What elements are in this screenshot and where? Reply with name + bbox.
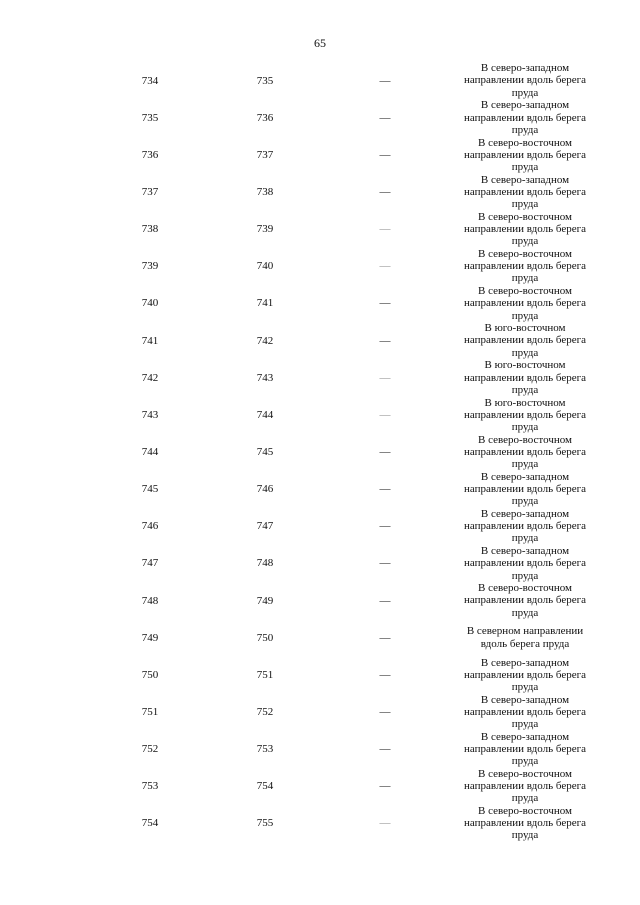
table-row <box>0 359 640 396</box>
measurement-cell <box>345 433 425 470</box>
measurement-cell-text: — <box>379 594 391 607</box>
from-point-cell: 738 <box>141 223 159 236</box>
to-point-cell: 745 <box>256 445 274 458</box>
direction-description-cell: В северо-западном направлении вдоль берега пруда <box>464 470 586 508</box>
direction-description-cell: В северо-западном направлении вдоль берега пруда <box>464 545 586 582</box>
direction-description-cell: В северо-западном направлении вдоль берега пруда <box>464 656 586 693</box>
measurement-cell-text: — <box>379 743 391 756</box>
measurement-cell-text: — <box>379 148 391 161</box>
measurement-cell <box>345 248 425 285</box>
to-point-cell: 740 <box>256 260 274 273</box>
direction-description-cell: В юго-восточном направлении вдоль берега пруда <box>464 359 586 396</box>
from-point-cell: 746 <box>141 520 159 533</box>
direction-description-cell: В северо-восточном направлении вдоль берега пруда <box>464 136 586 173</box>
table-row <box>0 768 640 805</box>
measurement-cell <box>345 62 425 99</box>
measurement-cell <box>345 359 425 396</box>
table-row <box>0 582 640 619</box>
measurement-cell-text: — <box>379 631 391 644</box>
to-point-cell: 755 <box>256 817 274 830</box>
from-point-cell: 742 <box>141 371 159 384</box>
measurement-cell-text: — <box>379 297 391 310</box>
measurement-cell-text: — <box>379 817 391 830</box>
from-point-cell: 735 <box>141 111 159 124</box>
table-row <box>0 322 640 359</box>
measurement-cell <box>345 656 425 693</box>
to-point-cell: 749 <box>256 594 274 607</box>
direction-description-cell: В северо-западном направлении вдоль берега пруда <box>464 173 586 211</box>
measurement-cell <box>345 619 425 656</box>
direction-description-cell: В северо-восточном направлении вдоль берега пруда <box>464 805 586 842</box>
direction-description-cell: В юго-восточном направлении вдоль берега пруда <box>464 322 586 359</box>
from-point-cell: 754 <box>141 817 159 830</box>
measurement-cell-text: — <box>379 408 391 421</box>
from-point-cell: 745 <box>141 483 159 496</box>
from-point-cell: 737 <box>141 185 159 198</box>
direction-description-cell: В северо-восточном направлении вдоль берега пруда <box>464 767 586 805</box>
from-point-cell: 740 <box>141 297 159 310</box>
from-point-cell: 743 <box>141 408 159 421</box>
from-point-cell: 750 <box>141 668 159 681</box>
table-row <box>0 248 640 285</box>
measurement-cell <box>345 768 425 805</box>
measurement-cell-text: — <box>379 557 391 570</box>
measurement-cell-text: — <box>379 520 391 533</box>
to-point-cell: 738 <box>256 185 274 198</box>
to-point-cell: 751 <box>256 668 274 681</box>
table-row <box>0 396 640 433</box>
direction-description-cell: В северо-восточном направлении вдоль берега пруда <box>464 285 586 322</box>
measurement-cell-text: — <box>379 223 391 236</box>
direction-description-cell: В северном направлении вдоль берега пруда <box>466 625 584 650</box>
measurement-cell <box>345 471 425 508</box>
table-row <box>0 211 640 248</box>
measurement-cell-text: — <box>379 780 391 793</box>
direction-description-cell: В северо-восточном направлении вдоль берега пруда <box>464 433 586 471</box>
to-point-cell: 736 <box>256 111 274 124</box>
measurement-cell <box>345 285 425 322</box>
from-point-cell: 736 <box>141 148 159 161</box>
from-point-cell: 734 <box>141 74 159 87</box>
measurement-cell-text: — <box>379 74 391 87</box>
measurement-cell-text: — <box>379 705 391 718</box>
to-point-cell: 750 <box>256 631 274 644</box>
from-point-cell: 747 <box>141 557 159 570</box>
measurement-cell <box>345 545 425 582</box>
from-point-cell: 753 <box>141 780 159 793</box>
table-row <box>0 136 640 173</box>
measurement-cell <box>345 136 425 173</box>
to-point-cell: 739 <box>256 223 274 236</box>
direction-description-cell: В северо-восточном направлении вдоль берега пруда <box>464 582 586 619</box>
table-row <box>0 656 640 693</box>
direction-description-cell: В северо-западном направлении вдоль берега пруда <box>464 730 586 768</box>
measurement-cell-text: — <box>379 260 391 273</box>
table-row <box>0 471 640 508</box>
measurement-cell-text: — <box>379 371 391 384</box>
to-point-cell: 735 <box>256 74 274 87</box>
direction-description-cell: В северо-восточном направлении вдоль берега пруда <box>464 210 586 248</box>
to-point-cell: 746 <box>256 483 274 496</box>
direction-description-cell: В северо-западном направлении вдоль берега пруда <box>464 507 586 545</box>
to-point-cell: 754 <box>256 780 274 793</box>
page-number: 65 <box>314 36 326 50</box>
direction-description-cell: В северо-западном направлении вдоль берега пруда <box>464 99 586 136</box>
from-point-cell: 751 <box>141 705 159 718</box>
table-row <box>0 545 640 582</box>
boundary-table <box>0 62 640 842</box>
measurement-cell <box>345 322 425 359</box>
direction-description-cell: В северо-восточном направлении вдоль берега пруда <box>464 247 586 285</box>
measurement-cell-text: — <box>379 111 391 124</box>
table-row <box>0 508 640 545</box>
to-point-cell: 753 <box>256 743 274 756</box>
measurement-cell <box>345 582 425 619</box>
from-point-cell: 752 <box>141 743 159 756</box>
measurement-cell <box>345 211 425 248</box>
from-point-cell: 741 <box>141 334 159 347</box>
from-point-cell: 739 <box>141 260 159 273</box>
to-point-cell: 748 <box>256 557 274 570</box>
table-row <box>0 619 640 656</box>
table-row <box>0 433 640 470</box>
from-point-cell: 744 <box>141 445 159 458</box>
measurement-cell <box>345 508 425 545</box>
from-point-cell: 749 <box>141 631 159 644</box>
measurement-cell <box>345 396 425 433</box>
table-row <box>0 693 640 730</box>
to-point-cell: 741 <box>256 297 274 310</box>
measurement-cell <box>345 731 425 768</box>
table-row <box>0 285 640 322</box>
measurement-cell-text: — <box>379 445 391 458</box>
direction-description-cell: В северо-западном направлении вдоль берега пруда <box>464 693 586 731</box>
to-point-cell: 747 <box>256 520 274 533</box>
from-point-cell: 748 <box>141 594 159 607</box>
to-point-cell: 752 <box>256 705 274 718</box>
direction-description-cell: В юго-восточном направлении вдоль берега пруда <box>464 396 586 433</box>
measurement-cell-text: — <box>379 334 391 347</box>
measurement-cell-text: — <box>379 668 391 681</box>
measurement-cell <box>345 99 425 136</box>
table-row <box>0 62 640 99</box>
measurement-cell <box>345 173 425 210</box>
to-point-cell: 742 <box>256 334 274 347</box>
measurement-cell-text: — <box>379 483 391 496</box>
to-point-cell: 744 <box>256 408 274 421</box>
to-point-cell: 737 <box>256 148 274 161</box>
table-row <box>0 805 640 842</box>
measurement-cell <box>345 693 425 730</box>
measurement-cell <box>345 805 425 842</box>
table-row <box>0 731 640 768</box>
measurement-cell-text: — <box>379 185 391 198</box>
to-point-cell: 743 <box>256 371 274 384</box>
table-row <box>0 99 640 136</box>
direction-description-cell: В северо-западном направлении вдоль берега пруда <box>464 62 586 99</box>
table-row <box>0 173 640 210</box>
